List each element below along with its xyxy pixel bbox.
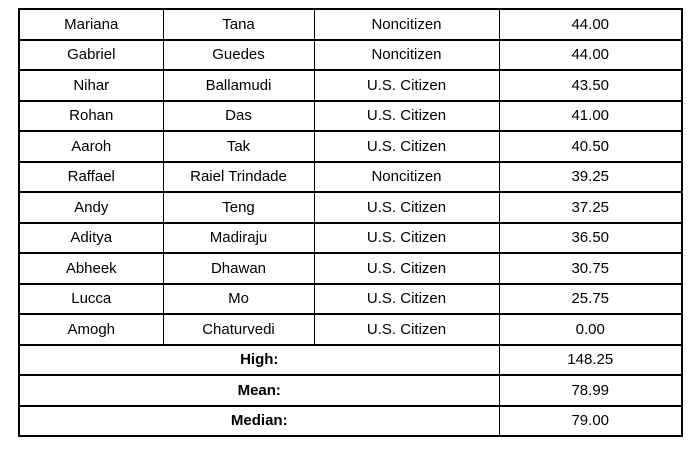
table-row	[19, 9, 682, 40]
cell-citizenship: U.S. Citizen	[314, 101, 499, 132]
cell-last-name: Madiraju	[163, 223, 314, 254]
cell-last-name: Raiel Trindade	[163, 162, 314, 193]
cell-last-name: Dhawan	[163, 253, 314, 284]
cell-value: 36.50	[499, 223, 682, 254]
summary-value-high: 148.25	[499, 345, 682, 376]
summary-label-median: Median:	[19, 406, 499, 437]
table-row	[19, 40, 682, 71]
cell-value: 41.00	[499, 101, 682, 132]
cell-first-name: Andy	[19, 192, 163, 223]
cell-citizenship: U.S. Citizen	[314, 70, 499, 101]
cell-value: 39.25	[499, 162, 682, 193]
cell-first-name: Rohan	[19, 101, 163, 132]
cell-last-name: Ballamudi	[163, 70, 314, 101]
cell-first-name: Aaroh	[19, 131, 163, 162]
cell-first-name: Abheek	[19, 253, 163, 284]
cell-first-name: Amogh	[19, 314, 163, 345]
summary-value-median: 79.00	[499, 406, 682, 437]
summary-label-mean: Mean:	[19, 375, 499, 406]
summary-row	[19, 406, 682, 437]
cell-last-name: Chaturvedi	[163, 314, 314, 345]
cell-first-name: Mariana	[19, 9, 163, 40]
cell-first-name: Lucca	[19, 284, 163, 315]
table-row	[19, 223, 682, 254]
cell-last-name: Tak	[163, 131, 314, 162]
cell-citizenship: U.S. Citizen	[314, 192, 499, 223]
table-row	[19, 314, 682, 345]
cell-citizenship: U.S. Citizen	[314, 131, 499, 162]
cell-first-name: Raffael	[19, 162, 163, 193]
table-row	[19, 101, 682, 132]
summary-row	[19, 345, 682, 376]
cell-value: 0.00	[499, 314, 682, 345]
cell-value: 44.00	[499, 40, 682, 71]
cell-citizenship: U.S. Citizen	[314, 223, 499, 254]
table-row	[19, 192, 682, 223]
cell-citizenship: Noncitizen	[314, 40, 499, 71]
cell-citizenship: Noncitizen	[314, 9, 499, 40]
table-row	[19, 131, 682, 162]
cell-value: 44.00	[499, 9, 682, 40]
cell-citizenship: Noncitizen	[314, 162, 499, 193]
cell-value: 43.50	[499, 70, 682, 101]
cell-value: 37.25	[499, 192, 682, 223]
cell-first-name: Nihar	[19, 70, 163, 101]
cell-citizenship: U.S. Citizen	[314, 253, 499, 284]
summary-value-mean: 78.99	[499, 375, 682, 406]
cell-citizenship: U.S. Citizen	[314, 314, 499, 345]
summary-row	[19, 375, 682, 406]
cell-first-name: Aditya	[19, 223, 163, 254]
table-row	[19, 162, 682, 193]
cell-last-name: Mo	[163, 284, 314, 315]
cell-citizenship: U.S. Citizen	[314, 284, 499, 315]
table-row	[19, 284, 682, 315]
cell-first-name: Gabriel	[19, 40, 163, 71]
cell-last-name: Teng	[163, 192, 314, 223]
data-table	[18, 8, 683, 437]
table-row	[19, 70, 682, 101]
cell-value: 25.75	[499, 284, 682, 315]
cell-last-name: Das	[163, 101, 314, 132]
summary-label-high: High:	[19, 345, 499, 376]
cell-last-name: Guedes	[163, 40, 314, 71]
cell-last-name: Tana	[163, 9, 314, 40]
cell-value: 30.75	[499, 253, 682, 284]
table-row	[19, 253, 682, 284]
cell-value: 40.50	[499, 131, 682, 162]
